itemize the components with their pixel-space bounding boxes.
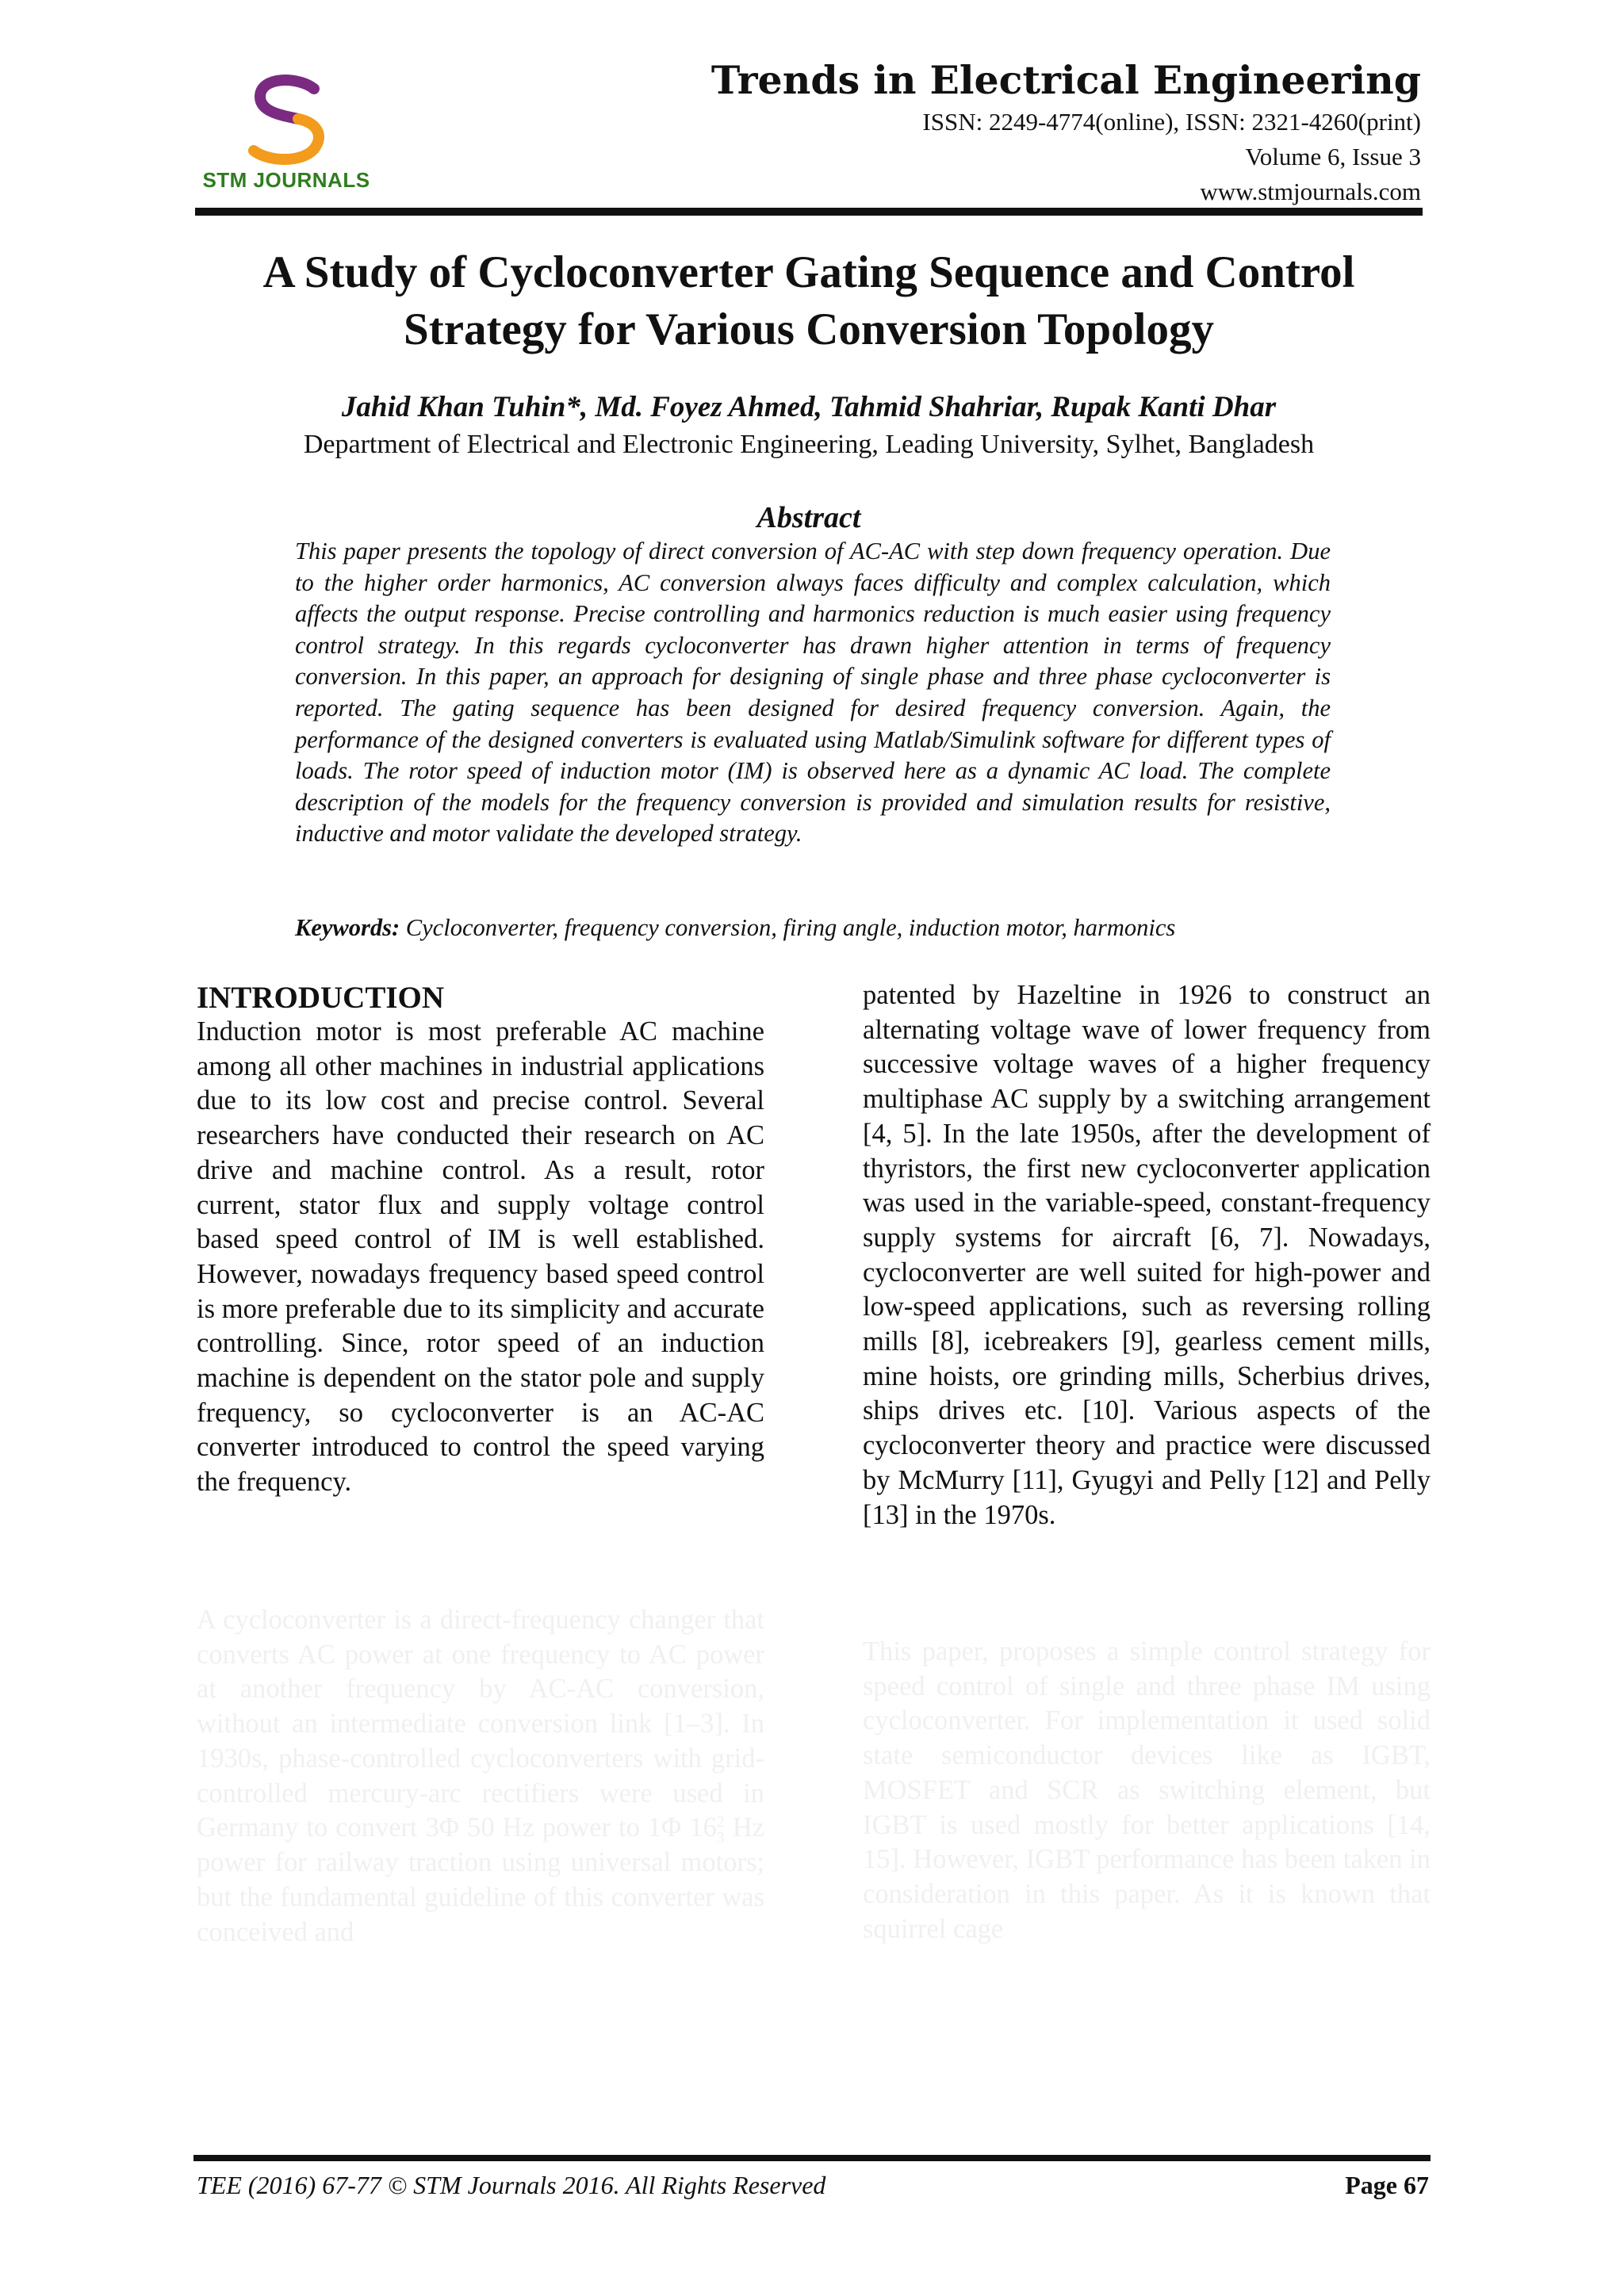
- keywords-label: Keywords:: [295, 914, 400, 941]
- abstract-heading: Abstract: [756, 501, 861, 534]
- header-divider: [195, 208, 1423, 216]
- keywords: [295, 912, 1331, 943]
- author-list: Jahid Khan Tuhin*, Md. Foyez Ahmed, Tahmid Shahriar, Rupak Kanti Dhar: [341, 391, 1277, 423]
- paper-title: A Study of Cycloconverter Gating Sequence and Control Strategy for Various Conversion Topology: [262, 247, 1355, 354]
- paragraph-text: Hz power for railway traction using universal motors; but the fundamental guideline of this converter was conceived and: [197, 1812, 764, 1947]
- stm-journals-logo: [195, 71, 377, 198]
- fraction: [717, 1814, 725, 1846]
- footer-citation: TEE (2016) 67-77 © STM Journals 2016. All Rights Reserved: [197, 2171, 826, 2199]
- volume-issue: Volume 6, Issue 3: [1245, 143, 1421, 170]
- logo-text: STM JOURNALS: [202, 168, 370, 192]
- affiliation: Department of Electrical and Electronic Engineering, Leading University, Sylhet, Bangladesh: [303, 430, 1315, 459]
- paragraph-text: Induction motor is most preferable AC machine among all other machines in industrial applications due to its low cost and precise control. Several researchers have conducted their research on AC drive and machine control. As a result, rotor current, stator flux and supply voltage control based speed control of IM is well established. However, nowadays frequency based speed control is more preferable due to its simplicity and accurate controlling. Since, rotor speed of an induction machine is dependent on the stator pole and supply frequency, so cycloconverter is an AC-AC converter introduced to control the speed varying the frequency.: [197, 1016, 764, 1498]
- page-number: Page 67: [1345, 2171, 1429, 2199]
- fraction-numerator: 2: [716, 1813, 725, 1831]
- issn: ISSN: 2249-4774(online), ISSN: 2321-4260(print): [922, 108, 1421, 136]
- intro-paragraph-2-faded: [197, 1603, 764, 1950]
- journal-title: Trends in Electrical Engineering: [710, 57, 1421, 103]
- intro-paragraph-1: [197, 1015, 764, 1500]
- paragraph-text: patented by Hazeltine in 1926 to construct an alternating voltage wave of lower frequency from successive voltage waves of a higher frequency multiphase AC supply by a switching arrangement [4, 5]. In the late 1950s, after the development of thyristors, the first new cycloconverter application was used in the variable-speed, constant-frequency supply systems for aircraft [6, 7]. Nowadays, cycloconverter are well suited for high-power and low-speed applications, such as reversing rolling mills [8], icebreakers [9], gearless cement mills, mine hoists, ore grinding mills, Scherbius drives, ships drives etc. [10]. Various aspects of the cycloconverter theory and practice were discussed by McMurry [11], Gyugyi and Pelly [12] and Pelly [13] in the 1970s.: [863, 980, 1431, 1530]
- fraction-denominator: 3: [716, 1829, 725, 1847]
- journal-website: www.stmjournals.com: [1200, 178, 1421, 205]
- abstract-body: This paper presents the topology of direct conversion of AC-AC with step down frequency operation. Due to the higher order harmonics, AC conversion always faces difficulty and complex calculation, which affects the output response. Precise controlling and harmonics reduction is much easier using frequency control strategy. In this regards cycloconverter has drawn higher attention in terms of frequency conversion. In this paper, an approach for designing of single phase and three phase cycloconverter is reported. The gating sequence has been designed for desired frequency conversion. Again, the performance of the designed converters is evaluated using Matlab/Simulink software for different types of loads. The rotor speed of induction motor (IM) is observed here as a dynamic AC load. The complete description of the models for the frequency conversion is provided and simulation results for resistive, inductive and motor validate the developed strategy.: [295, 538, 1331, 848]
- logo-s-mark-icon: [195, 71, 377, 166]
- keywords-list: Cycloconverter, frequency conversion, firing angle, induction motor, harmonics: [405, 914, 1176, 941]
- paragraph-text: A cycloconverter is a direct-frequency changer that converts AC power at one frequency to AC power at another frequency by AC-AC conversion, without an intermediate conversion link [1–3]. In 1930s, phase-controlled cycloconverters with grid-controlled mercury-arc rectifiers were used in Germany to convert 3Φ 50 Hz power to 1Φ 16: [197, 1605, 764, 1843]
- journal-info: [711, 55, 1421, 209]
- footer-divider: [193, 2155, 1431, 2161]
- paragraph-text: This paper, proposes a simple control strategy for speed control of single and three phase IM using cycloconverter. For implementation it used solid state semiconductor devices like as IGBT, MOSFET and SCR as switching element, but IGBT is used mostly for better applications [14, 15]. However, IGBT performance has been taken in consideration in this paper. As it is known that squirrel cage: [863, 1636, 1431, 1944]
- intro-paragraph-4-faded: [863, 1635, 1431, 1946]
- intro-paragraph-3: [863, 978, 1431, 1533]
- section-heading-introduction: INTRODUCTION: [197, 981, 445, 1015]
